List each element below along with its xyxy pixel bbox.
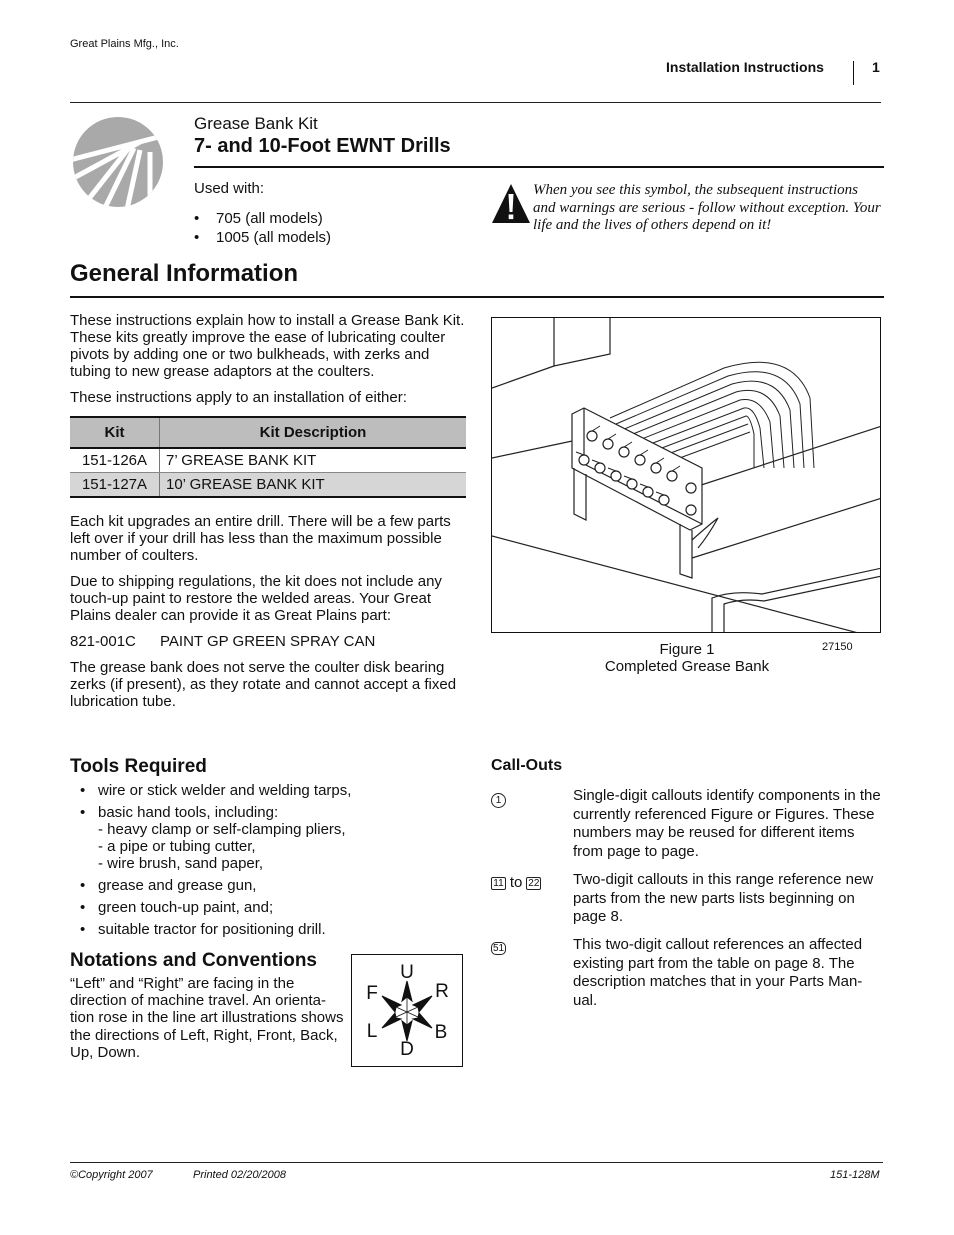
- header-separator: [853, 61, 854, 85]
- rose-down-label: D: [400, 1039, 414, 1060]
- general-information-heading: General Information: [70, 260, 299, 287]
- used-with-item: • 705 (all models): [194, 209, 331, 228]
- section-title: Installation Instructions: [666, 59, 824, 75]
- orientation-rose: [351, 954, 463, 1067]
- tool-sub-item: - wire brush, sand paper,: [98, 855, 264, 872]
- printed-date: Printed 02/20/2008: [193, 1169, 286, 1181]
- used-with-label: Used with:: [194, 180, 265, 197]
- paint-part-description: PAINT GP GREEN SPRAY CAN: [160, 633, 376, 650]
- tool-sub-item: - a pipe or tubing cutter,: [98, 838, 256, 855]
- shipping-paragraph: Due to shipping regulations, the kit does not include any touch-up paint to restore the welded areas. Your Great Plains dealer can provide it as Great Plains part:: [70, 573, 442, 624]
- boxed-callout-number: 11: [491, 877, 506, 890]
- rose-front-label: F: [366, 983, 378, 1004]
- table-row: [70, 473, 466, 498]
- tool-item-text: basic hand tools, including:: [98, 804, 279, 821]
- kit-number-cell: 151-126A: [70, 448, 160, 473]
- kit-description-cell: 7’ GREASE BANK KIT: [160, 448, 467, 473]
- kit-subtitle: Grease Bank Kit: [194, 114, 318, 133]
- kit-number-cell: 151-127A: [70, 473, 160, 498]
- callout-label-single: [491, 790, 506, 808]
- callout-label-existing: [491, 939, 506, 955]
- applies-paragraph: These instructions apply to an installation of either:: [70, 389, 407, 406]
- upgrade-paragraph: Each kit upgrades an entire drill. There will be a few parts left over if your drill has less than the maximum possible number of coulters.: [70, 513, 451, 564]
- tool-item-text: suitable tractor for positioning drill.: [98, 921, 326, 938]
- call-outs-heading: Call-Outs: [491, 757, 563, 774]
- tool-item-text: grease and grease gun,: [98, 877, 257, 894]
- tool-item: [80, 921, 380, 938]
- notations-heading: Notations and Conventions: [70, 950, 317, 971]
- bearing-paragraph: The grease bank does not serve the coulter disk bearing zerks (if present), as they rotate and cannot accept a fixed lubrication tube.: [70, 659, 457, 710]
- rounded-callout-number: 51: [493, 943, 505, 954]
- tools-list: [80, 782, 380, 943]
- table-row: [70, 448, 466, 473]
- copyright: ©Copyright 2007: [70, 1169, 153, 1181]
- rose-back-label: B: [434, 1022, 448, 1043]
- callout-description: Single-digit callouts identify components in the currently referenced Figure or Figures. These numbers may be reused for different items from page to page.: [573, 787, 881, 860]
- kit-title: 7- and 10-Foot EWNT Drills: [194, 135, 451, 157]
- warning-text: When you see this symbol, the subsequent instructions and warnings are serious - follow without exception. Your life and the lives of others depend on it!: [533, 182, 881, 233]
- tool-item-text: green touch-up paint, and;: [98, 899, 274, 916]
- kit-table: [70, 416, 466, 498]
- page-number: 1: [872, 59, 880, 75]
- tool-item: [80, 782, 380, 799]
- section-rule: [70, 296, 884, 298]
- column-header-kit: Kit: [70, 417, 160, 448]
- tools-required-heading: Tools Required: [70, 756, 207, 777]
- used-with-item: • 1005 (all models): [194, 228, 331, 247]
- tool-item: [80, 877, 380, 894]
- tool-item-text: wire or stick welder and welding tarps,: [98, 782, 352, 799]
- tool-item: [80, 899, 380, 916]
- figure-image-id: 27150: [822, 641, 853, 653]
- callout-description: This two-digit callout references an affected existing part from the table on page 8. The description matches that in your Parts Man-ual.: [573, 936, 863, 1009]
- notations-text: “Left” and “Right” are facing in the direction of machine travel. An orienta-tion rose in the line art illustrations shows the directions of Left, Right, Front, Back, Up, Down.: [70, 975, 344, 1061]
- circled-callout-number: 1: [491, 793, 506, 808]
- used-with-list: [194, 209, 331, 247]
- rose-left-label: L: [366, 1021, 378, 1042]
- figure-number: Figure 1: [659, 641, 715, 658]
- callout-description: Two-digit callouts in this range reference new parts from the new parts lists beginning on page 8.: [573, 871, 874, 925]
- footer-rule: [70, 1162, 883, 1163]
- kit-description-cell: 10’ GREASE BANK KIT: [160, 473, 467, 498]
- boxed-callout-number: 22: [528, 878, 540, 889]
- callout-joiner: to: [509, 874, 523, 891]
- paint-part-number: 821-001C: [70, 633, 136, 650]
- column-header-description: Kit Description: [160, 417, 467, 448]
- table-header-row: [70, 417, 466, 448]
- great-plains-logo-icon: [70, 114, 166, 210]
- title-rule: [194, 166, 884, 168]
- document-number: 151-128M: [830, 1169, 880, 1181]
- warning-triangle-exclamation-icon: [491, 183, 531, 225]
- header-rule: [70, 102, 881, 103]
- callout-label-range: [491, 874, 541, 891]
- tool-sub-item: - heavy clamp or self-clamping pliers,: [98, 821, 346, 838]
- figure-caption: Completed Grease Bank: [604, 658, 770, 675]
- rose-up-label: U: [400, 962, 414, 983]
- intro-paragraph: These instructions explain how to install a Grease Bank Kit. These kits greatly improve the ease of lubricating coulter pivots by adding one or two bulkheads, with zerks and tubing to new grease adaptors at the coulters.: [70, 312, 465, 380]
- tool-item: [80, 804, 380, 872]
- company-name: Great Plains Mfg., Inc.: [70, 38, 179, 50]
- grease-bank-figure: [491, 317, 881, 633]
- rose-right-label: R: [435, 981, 449, 1002]
